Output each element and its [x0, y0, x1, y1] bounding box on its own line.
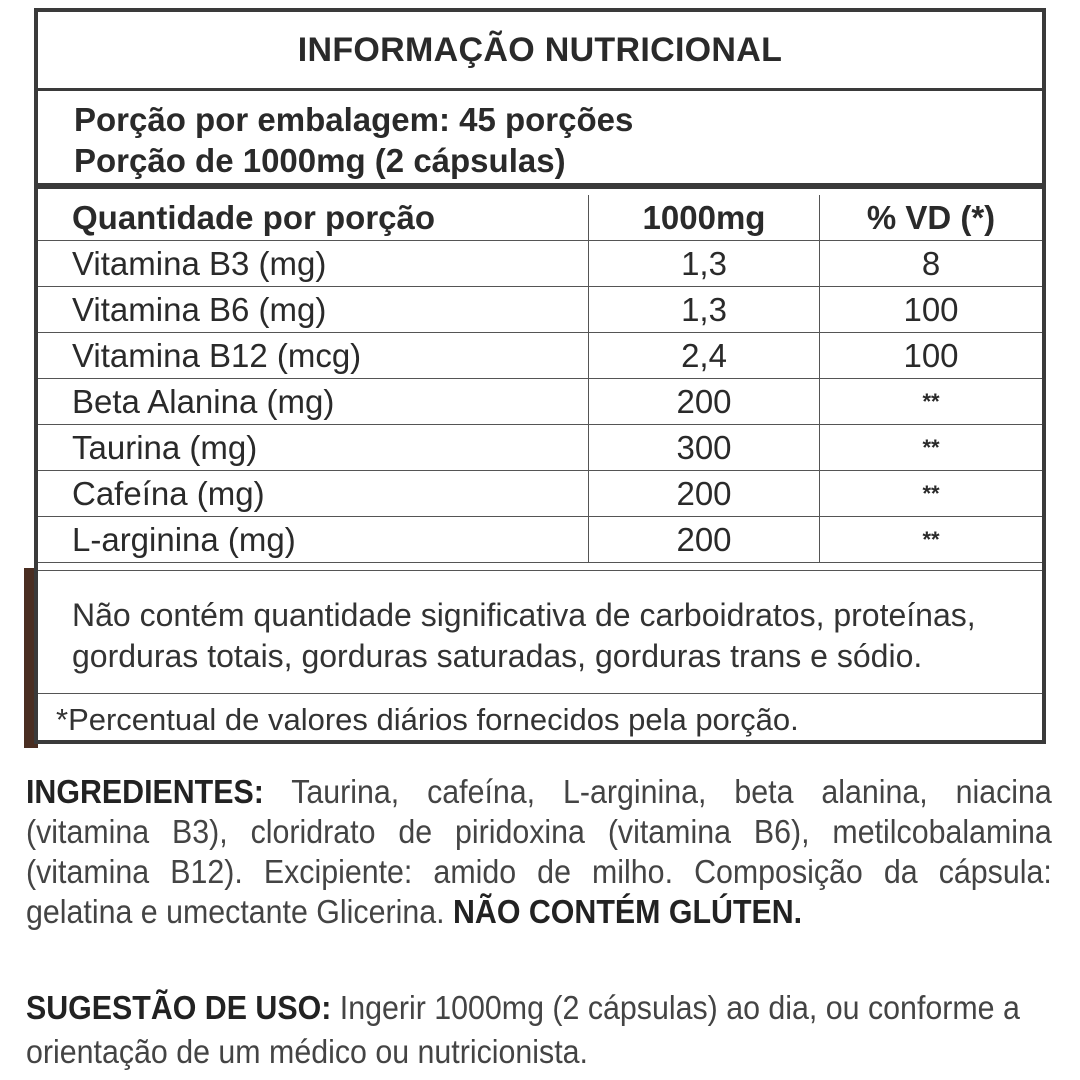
table-row	[38, 287, 1042, 333]
nutrient-dv: 100	[820, 333, 1043, 379]
nutrient-dv: **	[820, 425, 1043, 471]
gluten-warning: NÃO CONTÉM GLÚTEN.	[452, 893, 803, 930]
nutrient-dv: **	[820, 471, 1043, 517]
nutrient-dv: **	[820, 517, 1043, 563]
table-row	[38, 379, 1042, 425]
usage-text: Ingerir 1000mg (2 cápsulas) ao dia, ou conforme a orientação de um médico ou nutricionista.	[26, 989, 1020, 1070]
nutrient-amount: 200	[589, 517, 820, 563]
nutrient-name: Beta Alanina (mg)	[38, 379, 589, 425]
nutrient-amount: 2,4	[589, 333, 820, 379]
header-quantity: Quantidade por porção	[38, 195, 589, 241]
usage-label: SUGESTÃO DE USO:	[26, 989, 332, 1026]
panel-title: INFORMAÇÃO NUTRICIONAL	[38, 12, 1042, 91]
nutrient-amount: 200	[589, 471, 820, 517]
nutrient-name: L-arginina (mg)	[38, 517, 589, 563]
serving-info	[38, 91, 1042, 189]
nutrient-dv: 8	[820, 241, 1043, 287]
table-row	[38, 333, 1042, 379]
table-row	[38, 241, 1042, 287]
nutrient-amount: 200	[589, 379, 820, 425]
nutrient-dv: **	[820, 379, 1043, 425]
usage-section	[26, 986, 1052, 1074]
table-row	[38, 425, 1042, 471]
ingredients-text: Taurina, cafeína, L-arginina, beta alanina, niacina (vitamina B3), cloridrato de piridoxina (vitamina B6), metilcobalamina (vitamina B12). Excipiente: amido de milho. Composição da cápsula: gelatina e umectante Glicerina.	[26, 773, 1052, 930]
daily-value-footnote: *Percentual de valores diários fornecidos pela porção.	[56, 702, 799, 737]
nutrient-amount: 1,3	[589, 241, 820, 287]
nutrient-name: Vitamina B6 (mg)	[38, 287, 589, 333]
nutrition-facts-panel	[34, 8, 1046, 744]
nutrient-name: Vitamina B12 (mcg)	[38, 333, 589, 379]
ingredients-label: INGREDIENTES:	[26, 773, 264, 810]
table-header-row	[38, 195, 1042, 241]
servings-per-package: Porção por embalagem: 45 porções	[74, 101, 634, 138]
nutrient-dv: 100	[820, 287, 1043, 333]
nutrient-name: Cafeína (mg)	[38, 471, 589, 517]
insignificant-nutrients-note: Não contém quantidade significativa de carboidratos, proteínas, gorduras totais, gorduras saturadas, gorduras trans e sódio.	[38, 570, 1042, 694]
ingredients-section	[26, 772, 1052, 932]
serving-size: Porção de 1000mg (2 cápsulas)	[74, 142, 566, 179]
header-amount: 1000mg	[589, 195, 820, 241]
nutrient-name: Vitamina B3 (mg)	[38, 241, 589, 287]
table-row	[38, 517, 1042, 563]
nutrient-name: Taurina (mg)	[38, 425, 589, 471]
header-daily-value: % VD (*)	[820, 195, 1043, 241]
table-row	[38, 471, 1042, 517]
nutrient-amount: 300	[589, 425, 820, 471]
nutrition-table	[38, 195, 1042, 563]
nutrient-amount: 1,3	[589, 287, 820, 333]
